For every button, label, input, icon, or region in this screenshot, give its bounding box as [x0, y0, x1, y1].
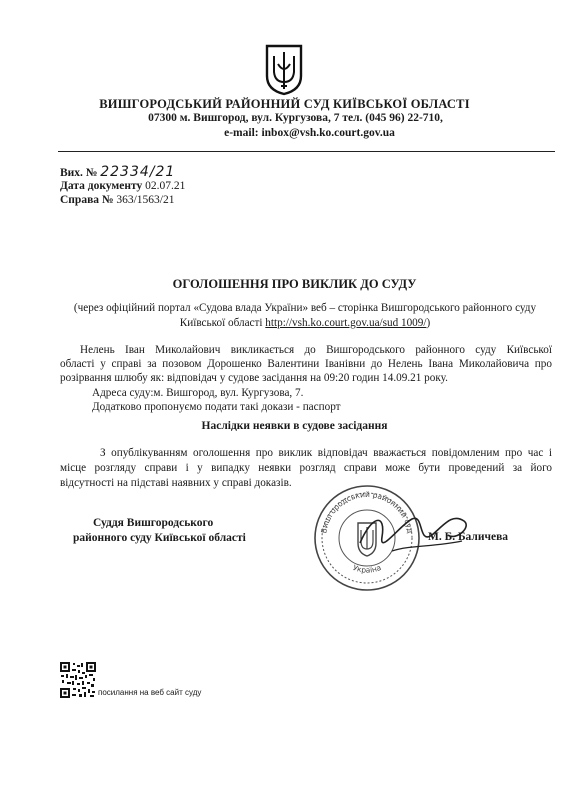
seal-bottom-text: Україна	[351, 563, 383, 575]
document-date	[60, 180, 185, 192]
signer-name: М. Б. Баличева	[428, 531, 509, 543]
court-website-link[interactable]: http://vsh.ko.court.gov.ua/sud 1009/	[265, 317, 427, 329]
summons-line2: області у справі за позовом Дорошенко Валентини Іванівни до Нелень Івана Миколайовича про	[60, 358, 552, 370]
consequences-title: Наслідки неявки в судове засідання	[201, 420, 388, 432]
summons-line1: Нелень Іван Миколайович викликається до Вишгородського районного суду Київської	[80, 344, 552, 356]
announcement-subtitle-line1: (через офіційний портал «Судова влада України» веб – сторінка Вишгородського районного суду	[73, 302, 537, 314]
signature-title-line1: Суддя Вишгородського	[93, 517, 214, 529]
announcement-title: ОГОЛОШЕННЯ ПРО ВИКЛИК ДО СУДУ	[172, 277, 417, 291]
coat-of-arms-icon	[264, 44, 304, 96]
court-name: ВИШГОРОДСЬКИЙ РАЙОННИЙ СУД КИЇВСЬКОЇ ОБЛАСТІ	[99, 97, 470, 111]
announcement-subtitle-line2	[60, 317, 550, 329]
court-email: e-mail: inbox@vsh.ko.court.gov.ua	[224, 127, 395, 139]
evidence-line: Додатково пропонуємо подати такі докази - паспорт	[92, 401, 341, 413]
case-number-value: 363/1563/21	[116, 194, 175, 206]
summons-line3: розірвання шлюбу як: відповідач у судове засідання на 09:20 годин 14.09.21 року.	[60, 372, 448, 384]
consequences-line3: відсутності на підставі наявних у справі доказів.	[60, 477, 292, 489]
court-address-line: Адреса суду:м. Вишгород, вул. Кургузова, 7.	[92, 387, 304, 399]
case-number-label: Справа №	[60, 194, 114, 206]
case-number	[60, 194, 174, 206]
outgoing-number-value: 22334/21	[100, 164, 176, 180]
seal-top-text: Вишгородський районний суд	[319, 489, 415, 534]
subtitle-prefix: Київської області	[179, 317, 266, 329]
court-address: 07300 м. Вишгород, вул. Кургузова, 7 тел. (045 96) 22-710,	[148, 112, 443, 124]
header-divider	[58, 151, 555, 152]
subtitle-suffix: )	[426, 317, 431, 329]
qr-code-icon[interactable]	[60, 662, 96, 698]
document-date-value: 02.07.21	[145, 180, 186, 192]
consequences-line2: місце розгляду справи і у випадку неявки розгляд справи може бути проведений за його	[60, 462, 552, 474]
consequences-line1: З опублікуванням оголошення про виклик відповідач вважається повідомленим про час і	[100, 447, 552, 459]
outgoing-number	[60, 164, 175, 180]
document-date-label: Дата документу	[60, 180, 143, 192]
qr-code-note: посилання на веб сайт суду	[98, 688, 202, 697]
outgoing-number-label: Вих. №	[60, 167, 98, 179]
signature-title-line2: районного суду Київської області	[73, 532, 246, 544]
